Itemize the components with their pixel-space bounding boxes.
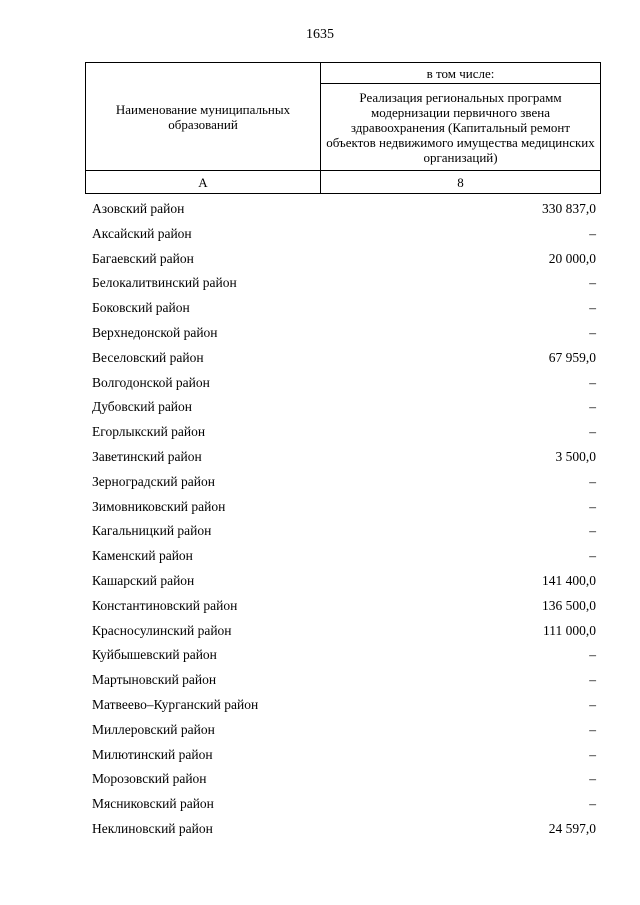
table-row (92, 445, 596, 470)
municipality-name: Дубовский район (92, 399, 193, 415)
table-row (92, 544, 596, 569)
municipality-name: Миллеровский район (92, 721, 215, 737)
amount-value: – (589, 771, 596, 787)
table-row (92, 569, 596, 594)
table-row (92, 743, 596, 768)
amount-value: – (589, 672, 596, 688)
amount-value: – (589, 324, 596, 340)
amount-value: – (589, 721, 596, 737)
municipality-name: Мясниковский район (92, 796, 214, 812)
table-row (92, 792, 596, 817)
amount-value: – (589, 374, 596, 390)
municipality-name: Заветинский район (92, 448, 202, 464)
table-row (92, 296, 596, 321)
municipality-name: Кашарский район (92, 572, 195, 588)
amount-value: 20 000,0 (548, 250, 596, 266)
amount-value: – (589, 275, 596, 291)
municipality-name: Кагальницкий район (92, 523, 212, 539)
table-row (92, 817, 596, 842)
table-row (92, 519, 596, 544)
table-row (92, 395, 596, 420)
amount-value: 67 959,0 (548, 349, 596, 365)
table-row (92, 693, 596, 718)
header-code-a: А (86, 171, 321, 194)
table-header (85, 62, 601, 194)
header-description: Реализация региональных программ модернизации первичного звена здравоохранения (Капитальный ремонт объектов недвижимого имущества медицинских организаций) (321, 84, 601, 171)
municipality-name: Егорлыкский район (92, 424, 206, 440)
amount-value: 141 400,0 (542, 572, 596, 588)
amount-value: 330 837,0 (542, 201, 596, 216)
table-row (92, 619, 596, 644)
municipality-name: Константиновский район (92, 597, 238, 613)
table-row (92, 271, 596, 296)
table-row (92, 222, 596, 247)
municipality-name: Неклиновский район (92, 820, 213, 836)
amount-value: – (589, 548, 596, 564)
header-group-label: в том числе: (321, 63, 601, 84)
amount-value: – (589, 300, 596, 316)
municipality-name: Милютинский район (92, 746, 213, 762)
municipality-name: Каменский район (92, 548, 193, 564)
municipality-name: Боковский район (92, 300, 190, 316)
municipality-name: Красносулинский район (92, 622, 232, 638)
municipality-name: Зерноградский район (92, 473, 215, 489)
municipality-name: Волгодонской район (92, 374, 210, 390)
table-row (92, 643, 596, 668)
table-row (92, 767, 596, 792)
table-row (92, 346, 596, 371)
municipality-name: Мартыновский район (92, 672, 217, 688)
table-row (92, 495, 596, 520)
municipality-name: Верхнедонской район (92, 324, 218, 340)
table-row (92, 470, 596, 495)
amount-value: – (589, 473, 596, 489)
municipality-name: Азовский район (92, 201, 185, 216)
amount-value: – (589, 498, 596, 514)
municipality-name: Зимовниковский район (92, 498, 226, 514)
amount-value: – (589, 796, 596, 812)
municipality-name: Куйбышевский район (92, 647, 217, 663)
amount-value: – (589, 225, 596, 241)
header-code-8: 8 (321, 171, 601, 194)
amount-value: 24 597,0 (548, 820, 596, 836)
amount-value: 111 000,0 (543, 622, 596, 638)
amount-value: – (589, 746, 596, 762)
municipality-name: Веселовский район (92, 349, 204, 365)
page-number: 1635 (306, 27, 334, 42)
amount-value: – (589, 647, 596, 663)
table-row (92, 371, 596, 396)
municipality-name: Белокалитвинский район (92, 275, 237, 291)
amount-value: – (589, 399, 596, 415)
municipality-name: Матвеево–Курганский район (92, 696, 259, 712)
table-body (92, 197, 596, 842)
amount-value: 3 500,0 (555, 448, 596, 464)
table-row (92, 197, 596, 222)
table-row (92, 420, 596, 445)
municipality-name: Багаевский район (92, 250, 194, 266)
amount-value: – (589, 696, 596, 712)
amount-value: 136 500,0 (542, 597, 596, 613)
table-row (92, 321, 596, 346)
table-row (92, 594, 596, 619)
table-row (92, 718, 596, 743)
header-name-column: Наименование муниципальных образований (86, 63, 321, 171)
amount-value: – (589, 523, 596, 539)
municipality-name: Морозовский район (92, 771, 207, 787)
amount-value: – (589, 424, 596, 440)
table-row (92, 247, 596, 272)
municipality-name: Аксайский район (92, 225, 192, 241)
table-row (92, 668, 596, 693)
